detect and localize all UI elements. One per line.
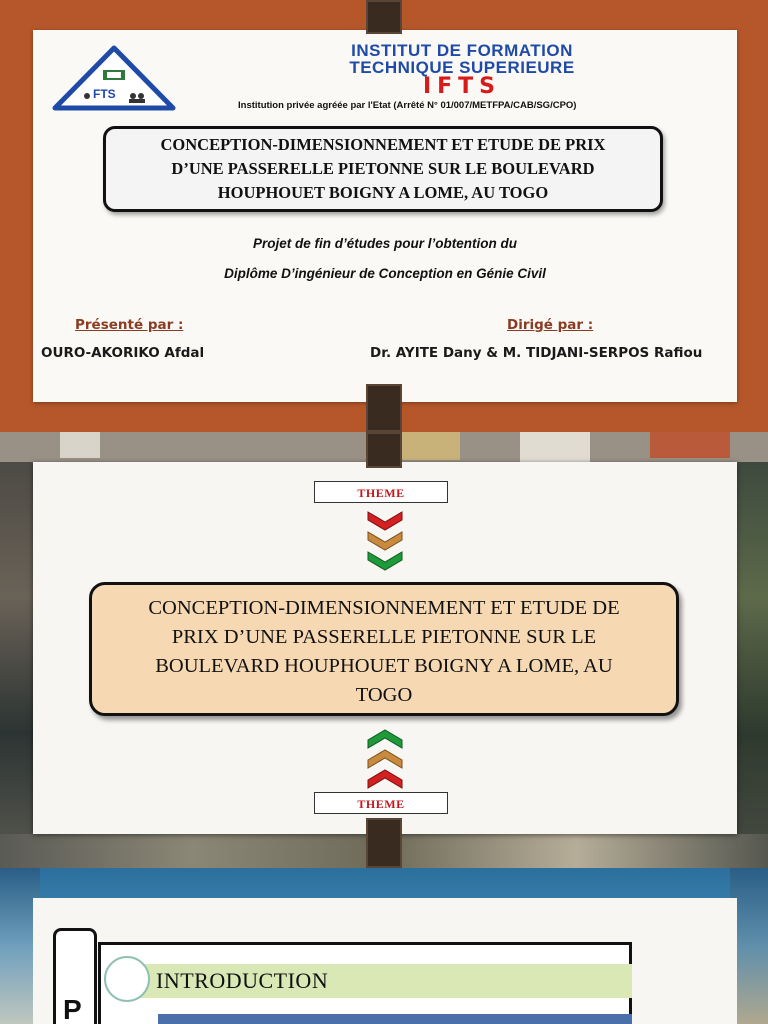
presenter-name: OURO-AKORIKO Afdal: [41, 345, 205, 361]
city-building: [650, 432, 730, 458]
theme-title-box: [89, 582, 679, 716]
plan-item-next[interactable]: [158, 1014, 632, 1024]
plan-side-tab-letter: P: [63, 994, 82, 1024]
theme-tag-bottom: THEME: [314, 792, 448, 814]
binder-clip-top: [366, 432, 402, 468]
binder-clip-top: [366, 0, 402, 34]
institute-acronym: IFTS: [422, 74, 502, 99]
thesis-title-line1: CONCEPTION-DIMENSIONNEMENT ET ETUDE DE PRIX: [160, 135, 606, 154]
directed-by-label: Dirigé par :: [507, 317, 594, 333]
theme-card: [33, 462, 737, 834]
thesis-title-line3: HOUPHOUET BOIGNY A LOME, AU TOGO: [217, 183, 549, 202]
subtitle-line2: Diplôme D’ingénieur de Conception en Génie Civil: [224, 266, 546, 281]
city-building: [520, 432, 590, 462]
city-building: [60, 432, 100, 458]
thesis-title-box: [103, 126, 663, 212]
slide-title-page: [0, 0, 768, 432]
ifts-logo: [51, 44, 177, 112]
institute-line2: TECHNIQUE SUPERIEURE: [349, 58, 575, 77]
director-names: Dr. AYITE Dany & M. TIDJANI-SERPOS Rafiou: [370, 345, 703, 361]
theme-title-line2: PRIX D’UNE PASSERELLE PIETONNE SUR LE: [171, 626, 597, 648]
institute-accreditation-note: Institution privée agréée par l'Etat (Arrêté N° 01/007/METFPA/CAB/SG/CPO): [238, 100, 577, 111]
city-right-edge: [737, 462, 768, 868]
presented-by-label: Présenté par :: [75, 317, 184, 333]
subtitle-line1: Projet de fin d’études pour l’obtention du: [253, 236, 517, 251]
city-left-edge: [0, 462, 33, 868]
institute-line1: INSTITUT DE FORMATION: [351, 41, 573, 60]
city-building: [400, 432, 460, 460]
chevron-up-icon: [366, 728, 404, 792]
title-page-card: [33, 30, 737, 402]
theme-tag-top: THEME: [314, 481, 448, 503]
binder-clip-bottom: [366, 818, 402, 868]
slide-plan: [0, 868, 768, 1024]
thesis-title-line2: D’UNE PASSERELLE PIETONNE SUR LE BOULEVARD: [171, 159, 595, 178]
chevron-down-icon: [366, 508, 404, 572]
theme-title-line3: BOULEVARD HOUPHOUET BOIGNY A LOME, AU: [155, 655, 613, 677]
plan-node-circle: [104, 956, 150, 1002]
theme-title-line1: CONCEPTION-DIMENSIONNEMENT ET ETUDE DE: [148, 597, 620, 619]
svg-text:FTS: FTS: [93, 87, 116, 101]
plan-item-introduction-label: INTRODUCTION: [156, 968, 329, 993]
slide-theme: [0, 432, 768, 868]
binder-clip-bottom: [366, 384, 402, 432]
theme-title-line4: TOGO: [355, 684, 413, 706]
institute-name: [279, 42, 645, 76]
